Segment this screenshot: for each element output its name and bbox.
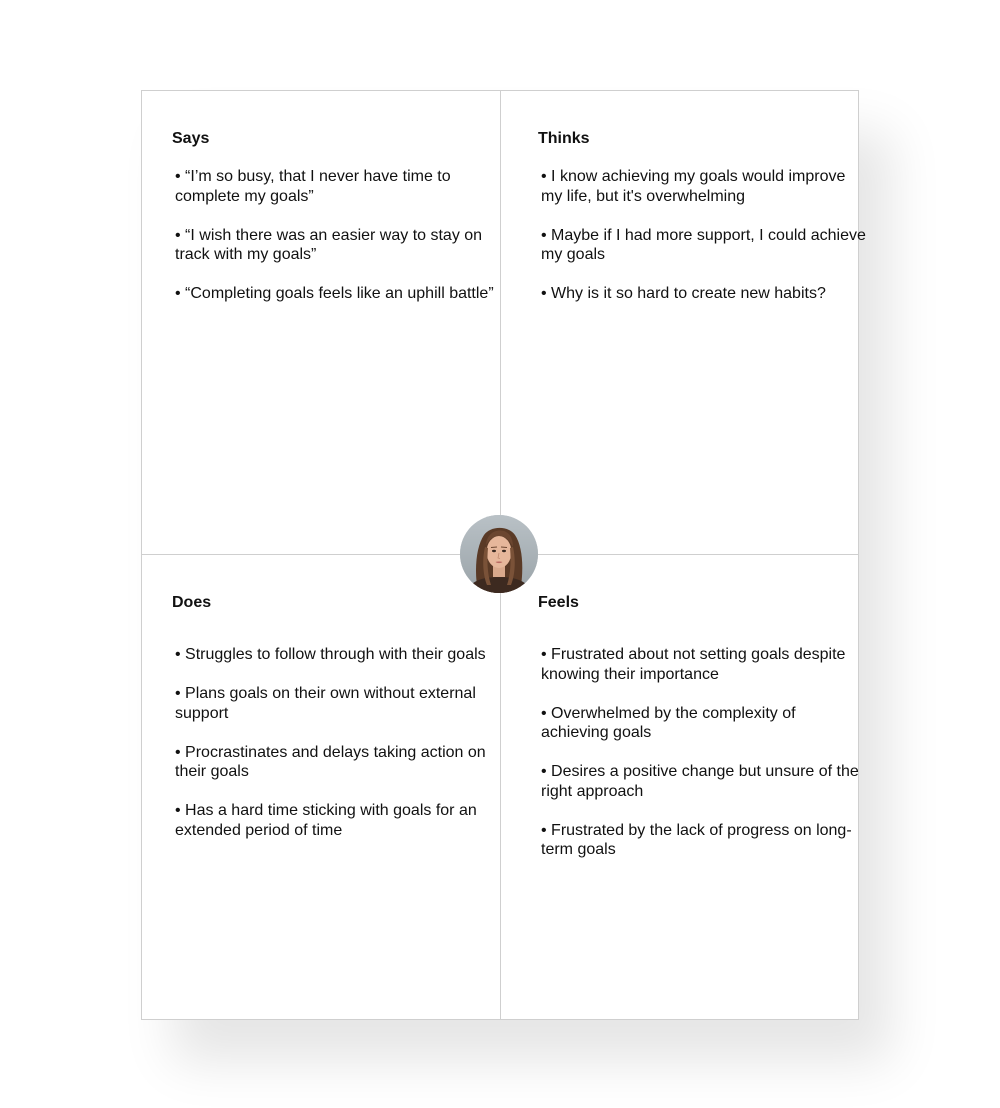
list-item: • Why is it so hard to create new habits? <box>541 284 868 304</box>
quadrant-does <box>172 593 502 860</box>
list-item: • Desires a positive change but unsure of the right approach <box>541 762 868 801</box>
list-item: • Has a hard time sticking with goals for an extended period of time <box>175 801 502 840</box>
quadrant-says <box>172 129 502 323</box>
list-item: • Struggles to follow through with their goals <box>175 645 502 665</box>
list-item: • Procrastinates and delays taking action on their goals <box>175 743 502 782</box>
quadrant-thinks <box>538 129 868 323</box>
list-item: • “I wish there was an easier way to stay on track with my goals” <box>175 226 502 265</box>
persona-photo-icon <box>460 515 538 593</box>
list-item: • Frustrated by the lack of progress on long-term goals <box>541 821 868 860</box>
quadrant-title-says: Says <box>172 130 210 147</box>
list-item: • Plans goals on their own without external support <box>175 684 502 723</box>
thinks-list <box>538 167 868 304</box>
list-item: • “Completing goals feels like an uphill battle” <box>175 284 502 304</box>
quadrant-feels <box>538 593 868 879</box>
list-item: • Overwhelmed by the complexity of achieving goals <box>541 704 868 743</box>
list-item: • “I’m so busy, that I never have time to complete my goals” <box>175 167 502 206</box>
list-item: • Maybe if I had more support, I could achieve my goals <box>541 226 868 265</box>
quadrant-title-does: Does <box>172 594 212 611</box>
list-item: • I know achieving my goals would improve my life, but it's overwhelming <box>541 167 868 206</box>
says-list <box>172 167 502 304</box>
does-list <box>172 645 502 840</box>
quadrant-title-thinks: Thinks <box>538 130 590 147</box>
avatar <box>460 515 538 593</box>
list-item: • Frustrated about not setting goals despite knowing their importance <box>541 645 868 684</box>
feels-list <box>538 645 868 860</box>
quadrant-title-feels: Feels <box>538 594 579 611</box>
